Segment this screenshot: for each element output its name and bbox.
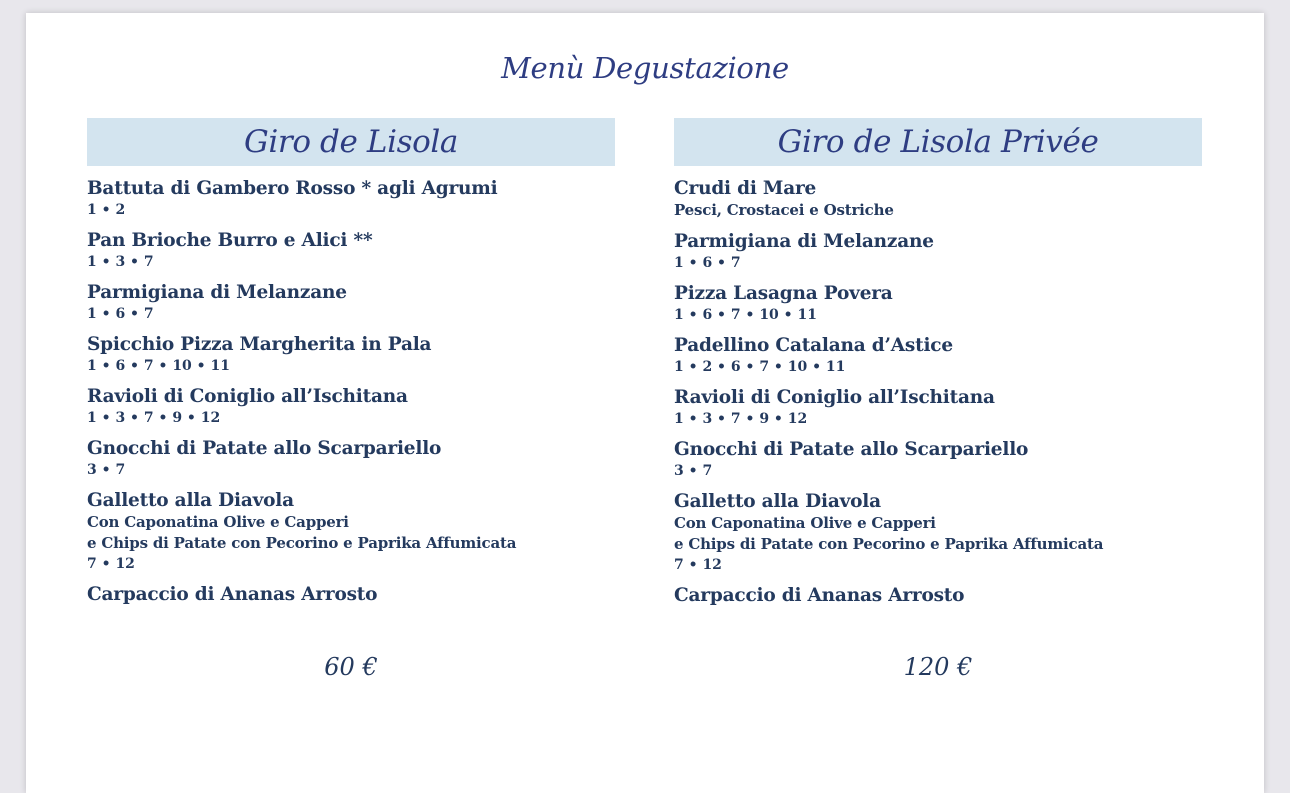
menu-column-giro-de-lisola: [87, 118, 615, 622]
dish-name: Galletto alla Diavola: [87, 490, 294, 511]
dish-name: Ravioli di Coniglio all’Ischitana: [674, 387, 995, 408]
menu-header: Giro de Lisola Privée: [674, 118, 1202, 166]
menu-item: [674, 490, 1202, 575]
menu-item: [674, 438, 1202, 481]
allergen-codes: 1 • 6 • 7: [674, 255, 741, 271]
dish-name: Spicchio Pizza Margherita in Pala: [87, 334, 432, 355]
dish-name: Pizza Lasagna Povera: [674, 283, 893, 304]
dish-name: Galletto alla Diavola: [674, 491, 881, 512]
allergen-codes: 3 • 7: [674, 463, 713, 479]
menu-item: [674, 584, 1202, 607]
dish-name: Pan Brioche Burro e Alici **: [87, 230, 373, 251]
allergen-codes: 1 • 3 • 7: [87, 254, 154, 270]
dish-name: Carpaccio di Ananas Arrosto: [674, 585, 965, 606]
menu-item: [674, 386, 1202, 429]
menu-column-giro-de-lisola-privee: [674, 118, 1202, 623]
allergen-codes: 1 • 6 • 7: [87, 306, 154, 322]
menu-item: [87, 177, 615, 220]
allergen-codes: 1 • 6 • 7 • 10 • 11: [674, 307, 817, 323]
menu-item: [87, 229, 615, 272]
menu-header: Giro de Lisola: [87, 118, 615, 166]
dish-name: Battuta di Gambero Rosso * agli Agrumi: [87, 178, 498, 199]
menu-item: [87, 333, 615, 376]
dish-description: Con Caponatina Olive e Capperi: [87, 513, 349, 531]
dish-description: Pesci, Crostacei e Ostriche: [674, 201, 894, 219]
dish-description: e Chips di Patate con Pecorino e Paprika Affumicata: [674, 535, 1104, 553]
allergen-codes: 1 • 6 • 7 • 10 • 11: [87, 358, 230, 374]
menu-item: [674, 334, 1202, 377]
menu-item: [674, 230, 1202, 273]
allergen-codes: 7 • 12: [674, 557, 722, 573]
dish-name: Ravioli di Coniglio all’Ischitana: [87, 386, 408, 407]
dish-description: Con Caponatina Olive e Capperi: [674, 514, 936, 532]
menu-item: [87, 281, 615, 324]
dish-name: Padellino Catalana d’Astice: [674, 335, 953, 356]
allergen-codes: 1 • 3 • 7 • 9 • 12: [87, 410, 221, 426]
dish-description: e Chips di Patate con Pecorino e Paprika Affumicata: [87, 534, 517, 552]
dish-name: Gnocchi di Patate allo Scarpariello: [674, 439, 1029, 460]
menu-item: [87, 437, 615, 480]
menu-page: [26, 13, 1264, 793]
menu-price: 60 €: [324, 653, 378, 681]
dish-list: [87, 177, 615, 606]
menu-item: [87, 385, 615, 428]
menu-item: [674, 282, 1202, 325]
allergen-codes: 1 • 2: [87, 202, 126, 218]
page-title: Menù Degustazione: [501, 51, 789, 85]
dish-name: Gnocchi di Patate allo Scarpariello: [87, 438, 442, 459]
dish-name: Parmigiana di Melanzane: [674, 231, 934, 252]
dish-list: [674, 177, 1202, 607]
menu-item: [674, 177, 1202, 221]
dish-name: Parmigiana di Melanzane: [87, 282, 347, 303]
dish-name: Crudi di Mare: [674, 178, 817, 199]
allergen-codes: 7 • 12: [87, 556, 135, 572]
menu-item: [87, 489, 615, 574]
menu-price: 120 €: [903, 653, 973, 681]
menu-item: [87, 583, 615, 606]
allergen-codes: 1 • 2 • 6 • 7 • 10 • 11: [674, 359, 846, 375]
allergen-codes: 1 • 3 • 7 • 9 • 12: [674, 411, 808, 427]
allergen-codes: 3 • 7: [87, 462, 126, 478]
dish-name: Carpaccio di Ananas Arrosto: [87, 584, 378, 605]
